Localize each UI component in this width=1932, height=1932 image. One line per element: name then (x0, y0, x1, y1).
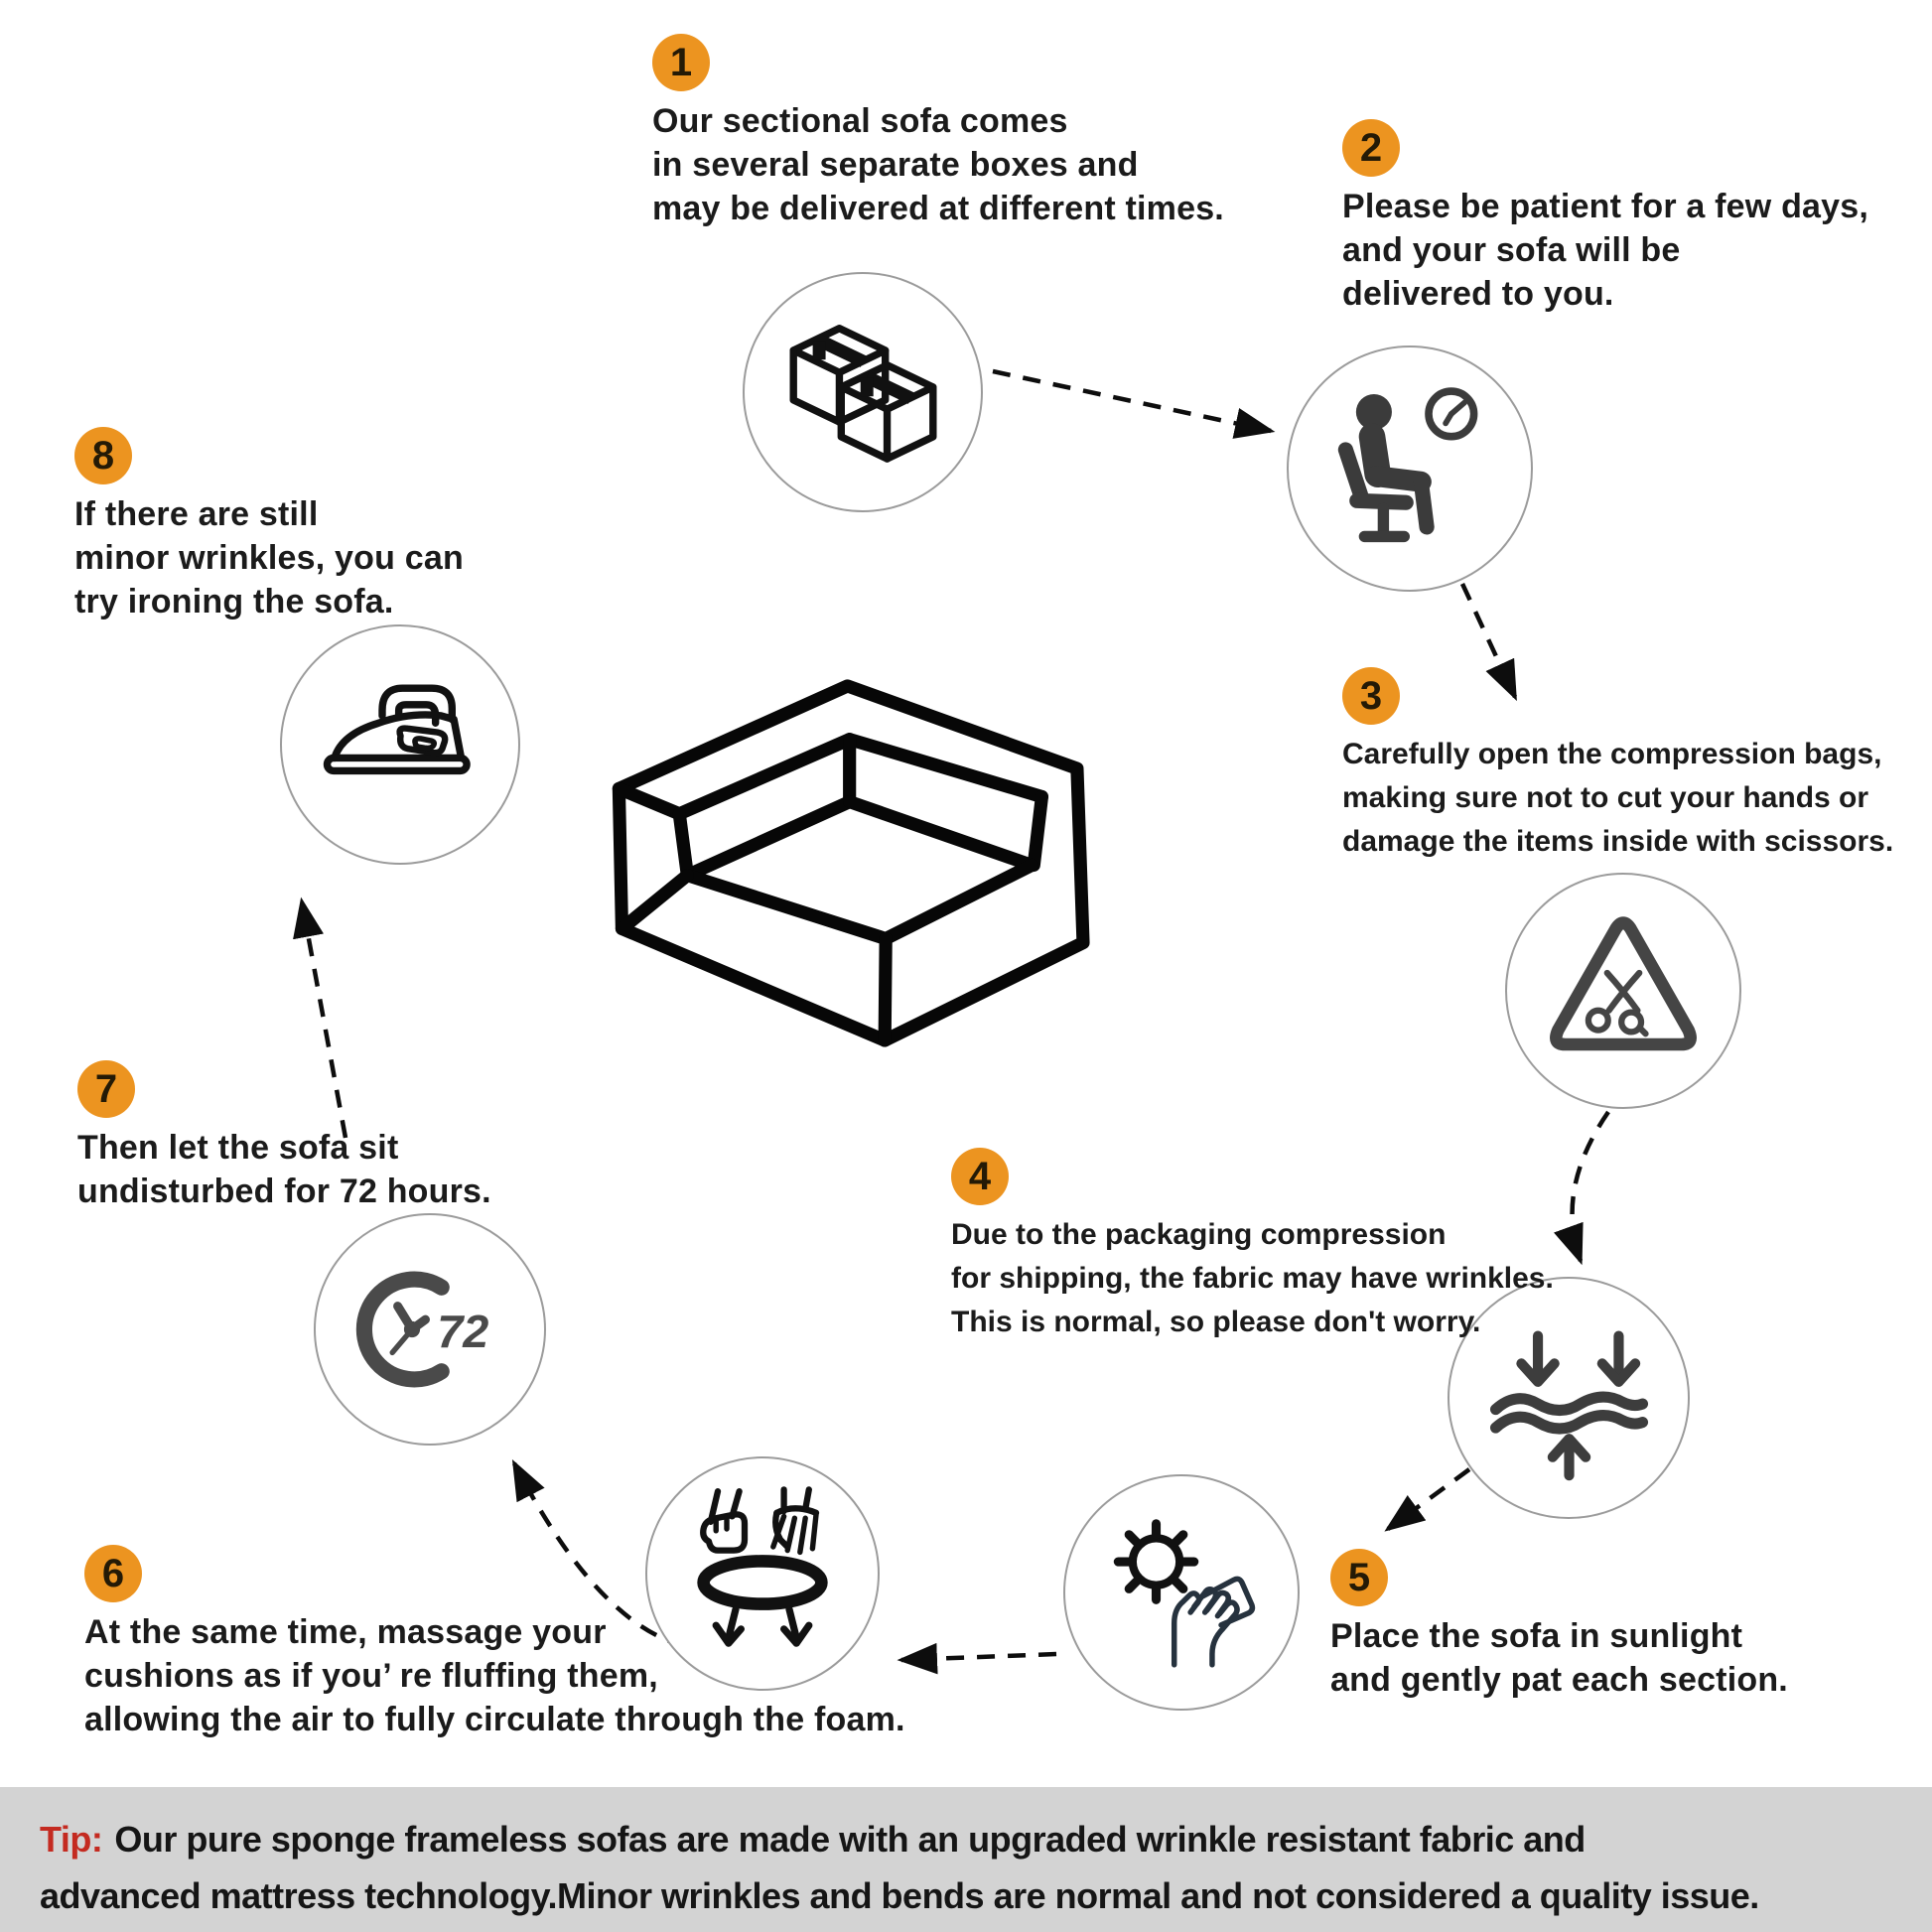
step-text-line: try ironing the sofa. (74, 583, 394, 621)
step-text-line: This is normal, so please don't worry. (951, 1306, 1481, 1338)
shipping-boxes-icon (771, 301, 955, 484)
step-text-line: Then let the sofa sit (77, 1129, 399, 1167)
scissors-warning-icon (1534, 901, 1713, 1080)
tip-text-line (40, 1811, 1932, 1867)
clock-72-hours-icon (341, 1240, 519, 1419)
step-text-line: Carefully open the compression bags, (1342, 738, 1882, 770)
step-text-line: Place the sofa in sunlight (1330, 1617, 1743, 1655)
step-text-line: Please be patient for a few days, (1342, 188, 1869, 225)
sunlight-pat-hand-icon (1091, 1502, 1272, 1683)
step-text-line: allowing the air to fully circulate through the foam. (84, 1701, 905, 1738)
arrow-step4-to-step5 (1388, 1469, 1469, 1529)
step-5 (1330, 1549, 1788, 1702)
step-text-line: damage the items inside with scissors. (1342, 825, 1894, 858)
step-2 (1342, 119, 1868, 316)
tip-label: Tip: (40, 1819, 103, 1860)
step-text-line: If there are still (74, 495, 319, 533)
step-text-line: for shipping, the fabric may have wrinkles. (951, 1262, 1554, 1295)
step-4 (951, 1148, 1554, 1344)
step-number-badge: 2 (1342, 119, 1400, 177)
step-text-line: delivered to you. (1342, 275, 1614, 313)
step-number-badge: 1 (652, 34, 710, 91)
step-text-line: making sure not to cut your hands or (1342, 781, 1869, 814)
arrow-step3-to-step4 (1573, 1112, 1608, 1261)
step-text-line: Due to the packaging compression (951, 1218, 1447, 1251)
clothes-iron-icon (309, 653, 492, 837)
step-1 (652, 34, 1224, 230)
step-number-badge: 3 (1342, 667, 1400, 725)
tip-text-line (40, 1867, 1932, 1924)
shipping-boxes-circle (743, 272, 983, 512)
tip-line-2: advanced mattress technology.Minor wrinkles and bends are normal and not considered a quality issue. (40, 1875, 1759, 1916)
step-6 (84, 1545, 905, 1741)
step-number-badge: 6 (84, 1545, 142, 1602)
step-text-line: in several separate boxes and (652, 146, 1139, 184)
step-text-line: cushions as if you’ re fluffing them, (84, 1657, 658, 1695)
step-text-line: At the same time, massage your (84, 1613, 607, 1651)
waiting-person-circle (1287, 345, 1533, 592)
step-text-line: undisturbed for 72 hours. (77, 1173, 491, 1210)
step-number-badge: 4 (951, 1148, 1009, 1205)
sunlight-pat-circle (1063, 1474, 1300, 1711)
step-text-line: minor wrinkles, you can (74, 539, 464, 577)
step-text-line: may be delivered at different times. (652, 190, 1224, 227)
tip-line-1: Our pure sponge frameless sofas are made with an upgraded wrinkle resistant fabric and (114, 1819, 1586, 1860)
tip-bar (0, 1787, 1932, 1932)
step-number-badge: 7 (77, 1060, 135, 1118)
step-number-badge: 5 (1330, 1549, 1388, 1606)
step-number-badge: 8 (74, 427, 132, 484)
waiting-person-clock-icon (1315, 374, 1504, 563)
iron-circle (280, 624, 520, 865)
sectional-sofa-drawing (591, 640, 1296, 1094)
clock-72-circle (314, 1213, 546, 1446)
step-3 (1342, 667, 1893, 864)
step-8 (74, 427, 464, 623)
step-text-line: Our sectional sofa comes (652, 102, 1068, 140)
scissors-warning-circle (1505, 873, 1741, 1109)
step-text-line: and gently pat each section. (1330, 1661, 1788, 1699)
arrow-step1-to-step2 (993, 371, 1271, 431)
step-7 (77, 1060, 491, 1213)
arrow-step5-to-step6 (901, 1654, 1056, 1660)
clock-72-label: 72 (437, 1306, 489, 1357)
step-text-line: and your sofa will be (1342, 231, 1681, 269)
